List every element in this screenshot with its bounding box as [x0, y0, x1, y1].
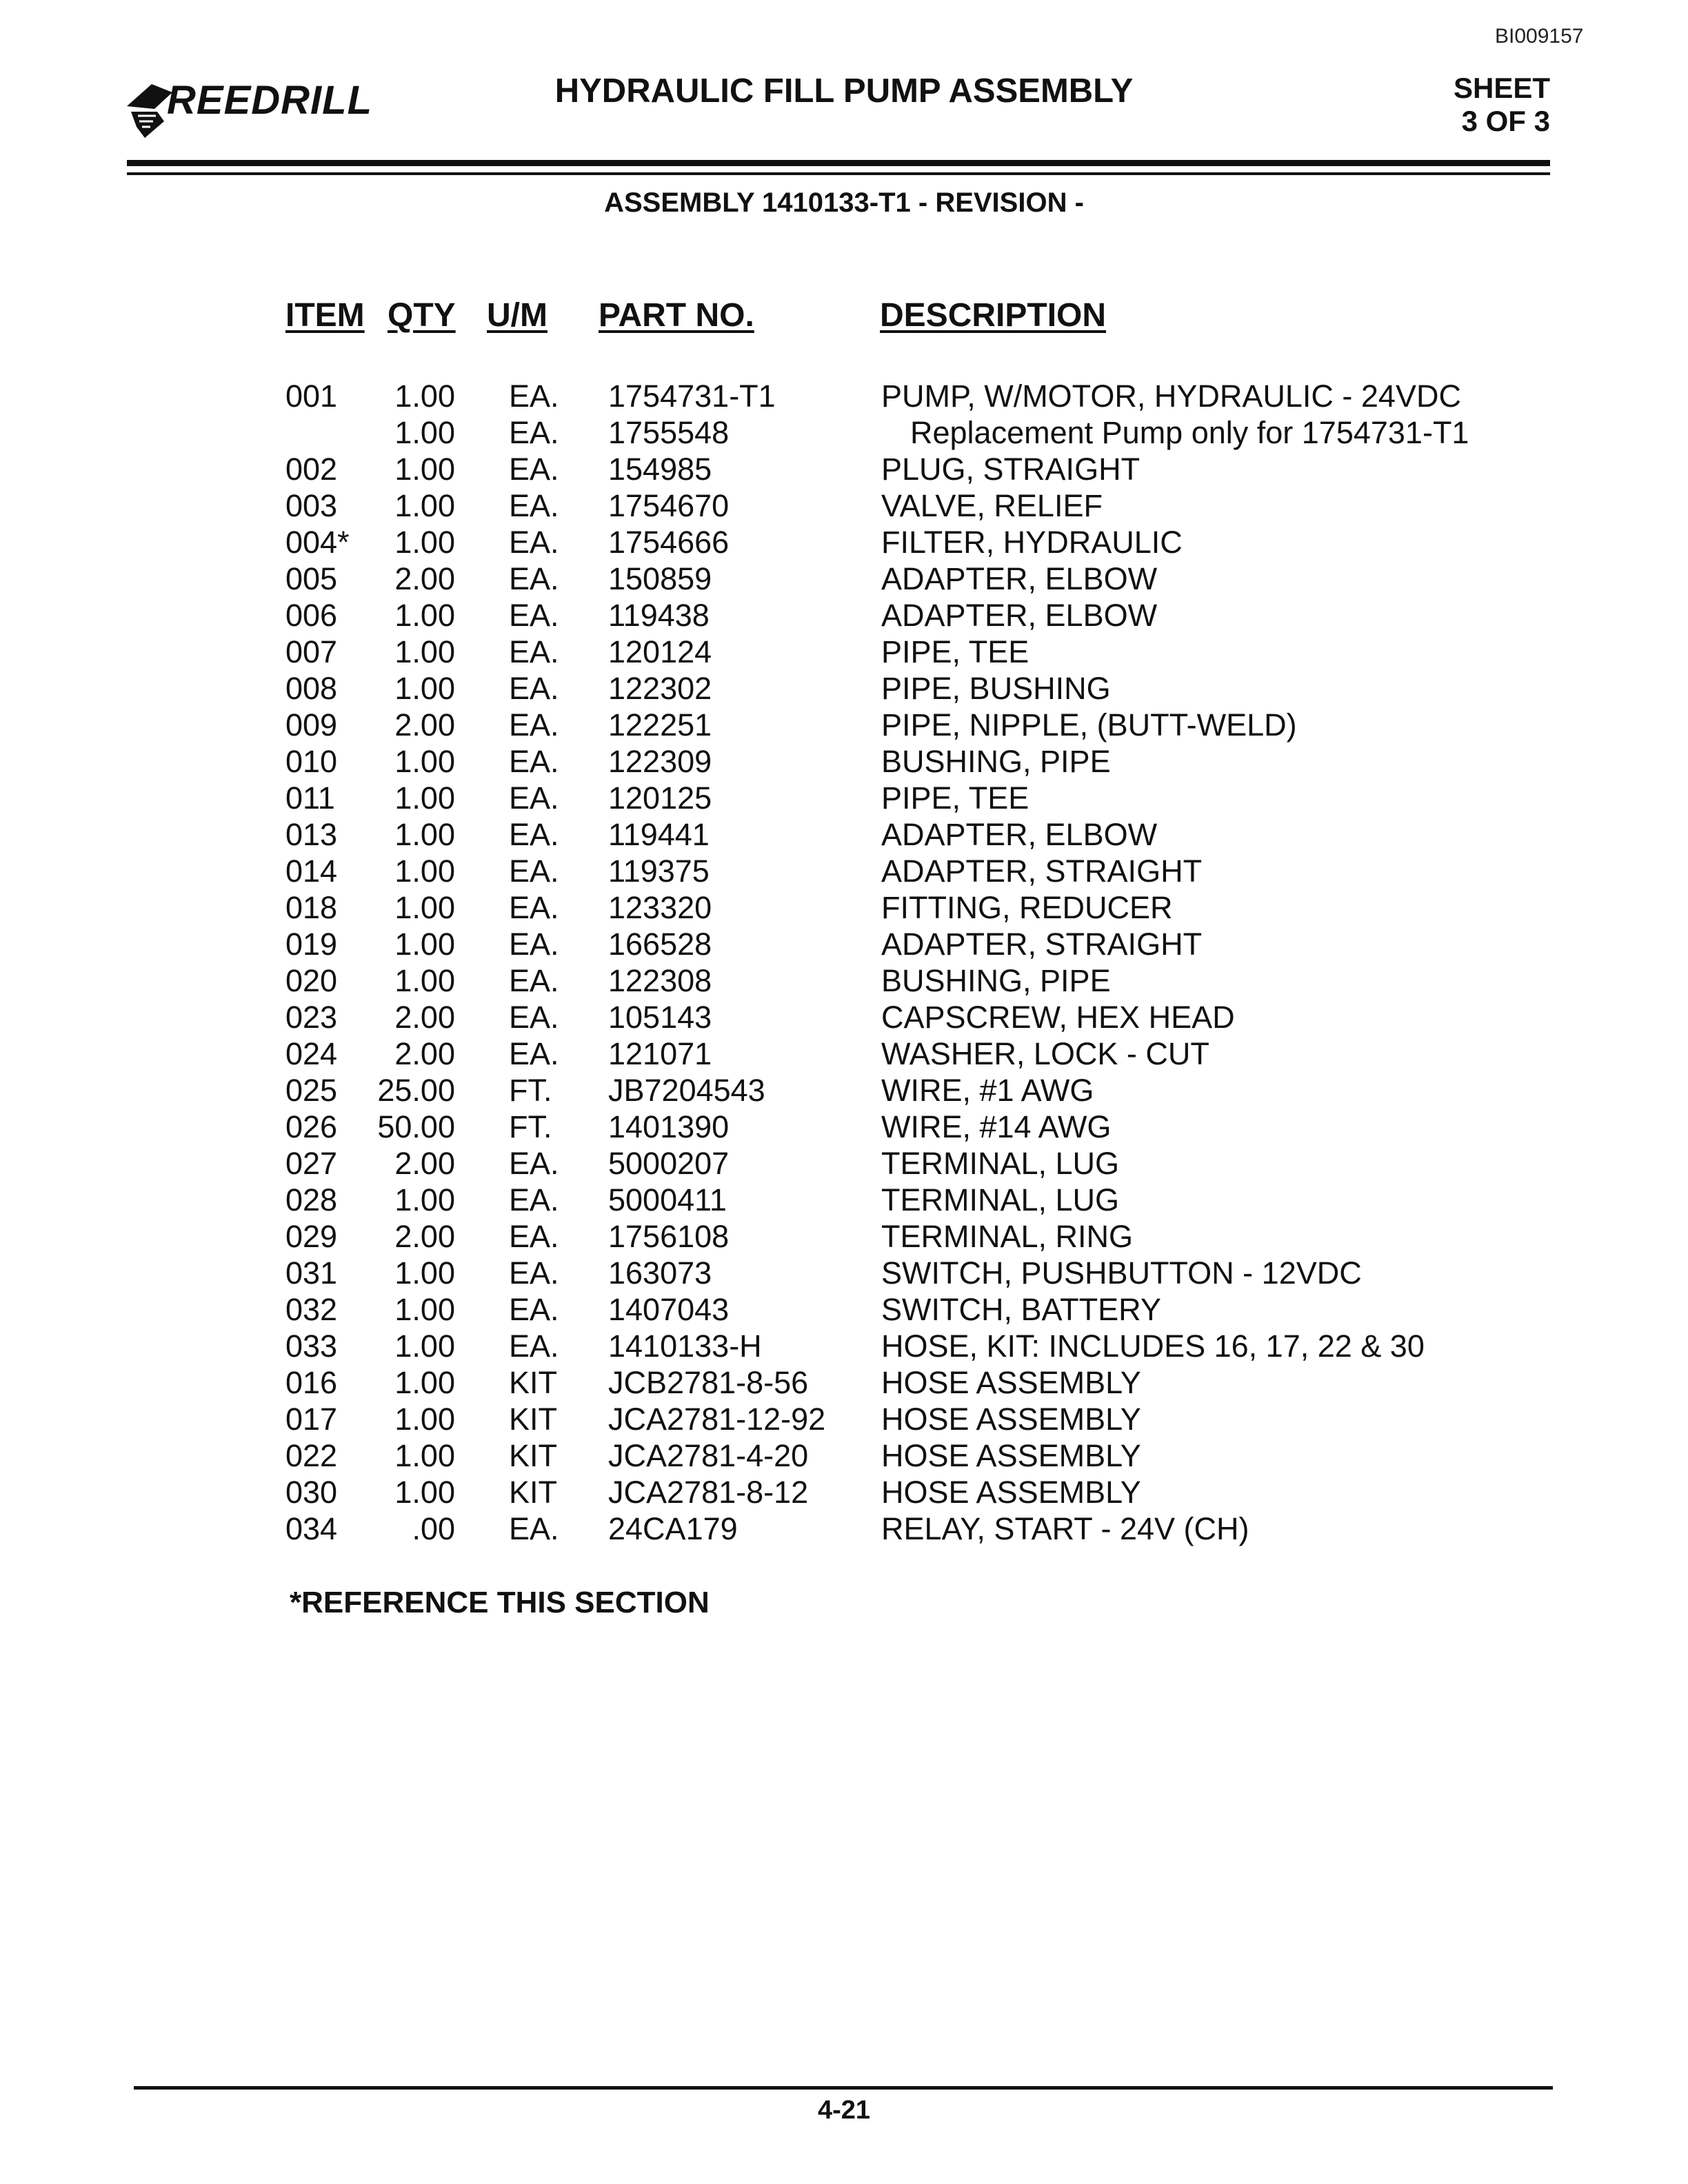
quantity-cell: 1.00	[394, 1255, 455, 1291]
description-cell: PLUG, STRAIGHT	[881, 452, 1141, 487]
part-number-cell: 123320	[608, 890, 712, 925]
description-cell: SWITCH, BATTERY	[881, 1292, 1161, 1327]
table-row	[0, 1072, 1688, 1109]
quantity-cell: 1.00	[394, 378, 455, 414]
item-number-cell: 029	[285, 1219, 338, 1254]
table-row	[0, 597, 1688, 634]
quantity-cell: 50.00	[377, 1109, 455, 1144]
unit-of-measure-cell: EA.	[509, 780, 559, 816]
quantity-cell: 1.00	[394, 853, 455, 889]
table-row	[0, 926, 1688, 962]
table-row	[0, 962, 1688, 999]
item-number-cell: 027	[285, 1146, 338, 1181]
table-row	[0, 999, 1688, 1035]
part-number-cell: 1755548	[608, 415, 730, 450]
unit-of-measure-cell: EA.	[509, 1146, 559, 1181]
part-number-cell: 105143	[608, 1000, 712, 1035]
sheet-label: SHEET	[1453, 72, 1550, 104]
quantity-cell: 1.00	[394, 1438, 455, 1473]
part-number-cell: 5000411	[608, 1182, 727, 1217]
description-cell: WIRE, #1 AWG	[881, 1073, 1094, 1108]
item-number-cell: 009	[285, 707, 338, 742]
table-row	[0, 1035, 1688, 1072]
table-row	[0, 1255, 1688, 1291]
table-row	[0, 1291, 1688, 1328]
header-qty: QTY	[388, 297, 456, 334]
quantity-cell: 1.00	[394, 1292, 455, 1327]
table-row	[0, 524, 1688, 560]
item-number-cell: 020	[285, 963, 338, 998]
description-cell: PIPE, TEE	[881, 634, 1029, 669]
item-number-cell: 026	[285, 1109, 338, 1144]
unit-of-measure-cell: EA.	[509, 598, 559, 633]
unit-of-measure-cell: EA.	[509, 1182, 559, 1217]
part-number-cell: 1410133-H	[608, 1328, 762, 1364]
item-number-cell: 011	[285, 780, 335, 816]
item-number-cell: 034	[285, 1511, 338, 1546]
description-cell: PIPE, NIPPLE, (BUTT-WELD)	[881, 707, 1297, 742]
description-cell: CAPSCREW, HEX HEAD	[881, 1000, 1235, 1035]
quantity-cell: 2.00	[394, 1000, 455, 1035]
table-row	[0, 1401, 1688, 1437]
unit-of-measure-cell: KIT	[509, 1402, 558, 1437]
unit-of-measure-cell: EA.	[509, 744, 559, 779]
quantity-cell: 1.00	[394, 1402, 455, 1437]
part-number-cell: 122309	[608, 744, 712, 779]
quantity-cell: 1.00	[394, 927, 455, 962]
item-number-cell: 003	[285, 488, 338, 523]
table-row	[0, 560, 1688, 597]
quantity-cell: 1.00	[394, 452, 455, 487]
quantity-cell: 1.00	[394, 1328, 455, 1364]
unit-of-measure-cell: KIT	[509, 1365, 558, 1400]
item-number-cell: 032	[285, 1292, 338, 1327]
unit-of-measure-cell: EA.	[509, 634, 559, 669]
unit-of-measure-cell: EA.	[509, 378, 559, 414]
table-row	[0, 707, 1688, 743]
unit-of-measure-cell: EA.	[509, 1219, 559, 1254]
description-cell: ADAPTER, STRAIGHT	[881, 927, 1203, 962]
description-cell: TERMINAL, LUG	[881, 1182, 1120, 1217]
quantity-cell: 25.00	[377, 1073, 455, 1108]
quantity-cell: 1.00	[394, 1475, 455, 1510]
unit-of-measure-cell: EA.	[509, 1036, 559, 1071]
part-number-cell: 5000207	[608, 1146, 730, 1181]
item-number-cell: 006	[285, 598, 338, 633]
item-number-cell: 019	[285, 927, 338, 962]
unit-of-measure-cell: EA.	[509, 525, 559, 560]
document-id: BI009157	[1495, 25, 1584, 48]
item-number-cell: 010	[285, 744, 338, 779]
assembly-revision: ASSEMBLY 1410133-T1 - REVISION -	[604, 188, 1084, 218]
part-number-cell: 1754731-T1	[608, 378, 776, 414]
table-row	[0, 1364, 1688, 1401]
quantity-cell: 2.00	[394, 1146, 455, 1181]
unit-of-measure-cell: FT.	[509, 1109, 552, 1144]
header-item: ITEM	[285, 297, 365, 334]
unit-of-measure-cell: EA.	[509, 561, 559, 596]
header-description: DESCRIPTION	[880, 297, 1107, 334]
unit-of-measure-cell: EA.	[509, 1292, 559, 1327]
item-number-cell: 008	[285, 671, 338, 706]
part-number-cell: 1754666	[608, 525, 730, 560]
unit-of-measure-cell: EA.	[509, 452, 559, 487]
part-number-cell: 122302	[608, 671, 712, 706]
table-row	[0, 889, 1688, 926]
unit-of-measure-cell: EA.	[509, 890, 559, 925]
unit-of-measure-cell: EA.	[509, 1328, 559, 1364]
unit-of-measure-cell: EA.	[509, 415, 559, 450]
item-number-cell: 017	[285, 1402, 338, 1437]
unit-of-measure-cell: EA.	[509, 1000, 559, 1035]
item-number-cell: 031	[285, 1255, 338, 1291]
description-cell: HOSE ASSEMBLY	[881, 1365, 1141, 1400]
quantity-cell: 1.00	[394, 671, 455, 706]
description-cell: ADAPTER, STRAIGHT	[881, 853, 1203, 889]
item-number-cell: 007	[285, 634, 338, 669]
item-number-cell: 024	[285, 1036, 338, 1071]
part-number-cell: 120125	[608, 780, 712, 816]
description-cell: ADAPTER, ELBOW	[881, 598, 1158, 633]
description-cell: TERMINAL, LUG	[881, 1146, 1120, 1181]
unit-of-measure-cell: EA.	[509, 488, 559, 523]
part-number-cell: 119438	[608, 598, 710, 633]
table-row	[0, 1474, 1688, 1510]
part-number-cell: 1407043	[608, 1292, 730, 1327]
quantity-cell: 1.00	[394, 744, 455, 779]
part-number-cell: 166528	[608, 927, 712, 962]
quantity-cell: 1.00	[394, 525, 455, 560]
quantity-cell: 1.00	[394, 890, 455, 925]
description-cell: Replacement Pump only for 1754731-T1	[910, 415, 1469, 450]
part-number-cell: 121071	[608, 1036, 712, 1071]
description-cell: HOSE ASSEMBLY	[881, 1438, 1141, 1473]
item-number-cell: 025	[285, 1073, 338, 1108]
part-number-cell: 1756108	[608, 1219, 730, 1254]
table-row	[0, 1437, 1688, 1474]
item-number-cell: 005	[285, 561, 338, 596]
table-header	[0, 296, 1688, 338]
quantity-cell: 1.00	[394, 415, 455, 450]
part-number-cell: 122251	[608, 707, 712, 742]
table-row	[0, 816, 1688, 853]
unit-of-measure-cell: KIT	[509, 1438, 558, 1473]
quantity-cell: 1.00	[394, 817, 455, 852]
table-row	[0, 1182, 1688, 1218]
table-row	[0, 1145, 1688, 1182]
table-row	[0, 634, 1688, 670]
unit-of-measure-cell: EA.	[509, 707, 559, 742]
part-number-cell: 24CA179	[608, 1511, 738, 1546]
item-number-cell: 033	[285, 1328, 338, 1364]
description-cell: FILTER, HYDRAULIC	[881, 525, 1183, 560]
item-number-cell: 004*	[285, 525, 350, 560]
header-um: U/M	[487, 297, 547, 334]
item-number-cell: 016	[285, 1365, 338, 1400]
sheet-indicator	[1454, 72, 1550, 138]
description-cell: FITTING, REDUCER	[881, 890, 1173, 925]
description-cell: TERMINAL, RING	[881, 1219, 1134, 1254]
description-cell: HOSE, KIT: INCLUDES 16, 17, 22 & 30	[881, 1328, 1425, 1364]
table-row	[0, 1109, 1688, 1145]
quantity-cell: 1.00	[394, 1182, 455, 1217]
description-cell: ADAPTER, ELBOW	[881, 817, 1158, 852]
part-number-cell: JCA2781-12-92	[608, 1402, 826, 1437]
part-number-cell: JCA2781-8-12	[608, 1475, 809, 1510]
part-number-cell: JCB2781-8-56	[608, 1365, 809, 1400]
unit-of-measure-cell: EA.	[509, 853, 559, 889]
header-rule-thick	[127, 160, 1550, 166]
part-number-cell: JCA2781-4-20	[608, 1438, 809, 1473]
unit-of-measure-cell: EA.	[509, 927, 559, 962]
quantity-cell: 1.00	[394, 963, 455, 998]
sheet-number: 3 OF 3	[1461, 105, 1550, 137]
item-number-cell: 018	[285, 890, 338, 925]
quantity-cell: 1.00	[394, 634, 455, 669]
description-cell: BUSHING, PIPE	[881, 963, 1111, 998]
description-cell: VALVE, RELIEF	[881, 488, 1103, 523]
unit-of-measure-cell: EA.	[509, 671, 559, 706]
description-cell: HOSE ASSEMBLY	[881, 1402, 1141, 1437]
footer-rule	[134, 2086, 1553, 2090]
part-number-cell: 1754670	[608, 488, 730, 523]
table-row	[0, 1510, 1688, 1547]
page-number: 4-21	[817, 2096, 871, 2125]
part-number-cell: 122308	[608, 963, 712, 998]
description-cell: BUSHING, PIPE	[881, 744, 1111, 779]
description-cell: PUMP, W/MOTOR, HYDRAULIC - 24VDC	[881, 378, 1461, 414]
item-number-cell: 022	[285, 1438, 338, 1473]
part-number-cell: 163073	[608, 1255, 712, 1291]
quantity-cell: 1.00	[394, 1365, 455, 1400]
quantity-cell: 2.00	[394, 561, 455, 596]
quantity-cell: 2.00	[394, 1219, 455, 1254]
item-number-cell: 028	[285, 1182, 338, 1217]
table-row	[0, 743, 1688, 780]
part-number-cell: 150859	[608, 561, 712, 596]
description-cell: PIPE, BUSHING	[881, 671, 1111, 706]
quantity-cell: 1.00	[394, 780, 455, 816]
header-part-no: PART NO.	[599, 297, 754, 334]
unit-of-measure-cell: KIT	[509, 1475, 558, 1510]
part-number-cell: 1401390	[608, 1109, 730, 1144]
unit-of-measure-cell: EA.	[509, 817, 559, 852]
item-number-cell: 001	[285, 378, 338, 414]
table-row	[0, 670, 1688, 707]
quantity-cell: 1.00	[394, 488, 455, 523]
quantity-cell: 2.00	[394, 707, 455, 742]
description-cell: RELAY, START - 24V (CH)	[881, 1511, 1249, 1546]
parts-table	[0, 378, 1688, 1547]
table-row	[0, 414, 1688, 451]
description-cell: WASHER, LOCK - CUT	[881, 1036, 1209, 1071]
description-cell: ADAPTER, ELBOW	[881, 561, 1158, 596]
brand-wordmark: REEDRILL	[167, 78, 372, 123]
page-title: HYDRAULIC FILL PUMP ASSEMBLY	[554, 72, 1134, 110]
item-number-cell: 014	[285, 853, 338, 889]
item-number-cell: 002	[285, 452, 338, 487]
description-cell: PIPE, TEE	[881, 780, 1029, 816]
part-number-cell: 119375	[608, 853, 710, 889]
table-row	[0, 1328, 1688, 1364]
part-number-cell: 119441	[608, 817, 710, 852]
table-row	[0, 780, 1688, 816]
unit-of-measure-cell: FT.	[509, 1073, 552, 1108]
table-row	[0, 451, 1688, 487]
header-rule-thin	[127, 172, 1550, 175]
quantity-cell: 2.00	[394, 1036, 455, 1071]
part-number-cell: JB7204543	[608, 1073, 765, 1108]
unit-of-measure-cell: EA.	[509, 1255, 559, 1291]
part-number-cell: 154985	[608, 452, 712, 487]
table-row	[0, 1218, 1688, 1255]
description-cell: WIRE, #14 AWG	[881, 1109, 1112, 1144]
item-number-cell: 013	[285, 817, 338, 852]
unit-of-measure-cell: EA.	[509, 963, 559, 998]
reference-footnote: *REFERENCE THIS SECTION	[290, 1586, 710, 1619]
item-number-cell: 030	[285, 1475, 338, 1510]
table-row	[0, 487, 1688, 524]
item-number-cell: 023	[285, 1000, 338, 1035]
unit-of-measure-cell: EA.	[509, 1511, 559, 1546]
description-cell: SWITCH, PUSHBUTTON - 12VDC	[881, 1255, 1362, 1291]
quantity-cell: .00	[412, 1511, 455, 1546]
table-row	[0, 378, 1688, 414]
table-row	[0, 853, 1688, 889]
quantity-cell: 1.00	[394, 598, 455, 633]
description-cell: HOSE ASSEMBLY	[881, 1475, 1141, 1510]
part-number-cell: 120124	[608, 634, 712, 669]
